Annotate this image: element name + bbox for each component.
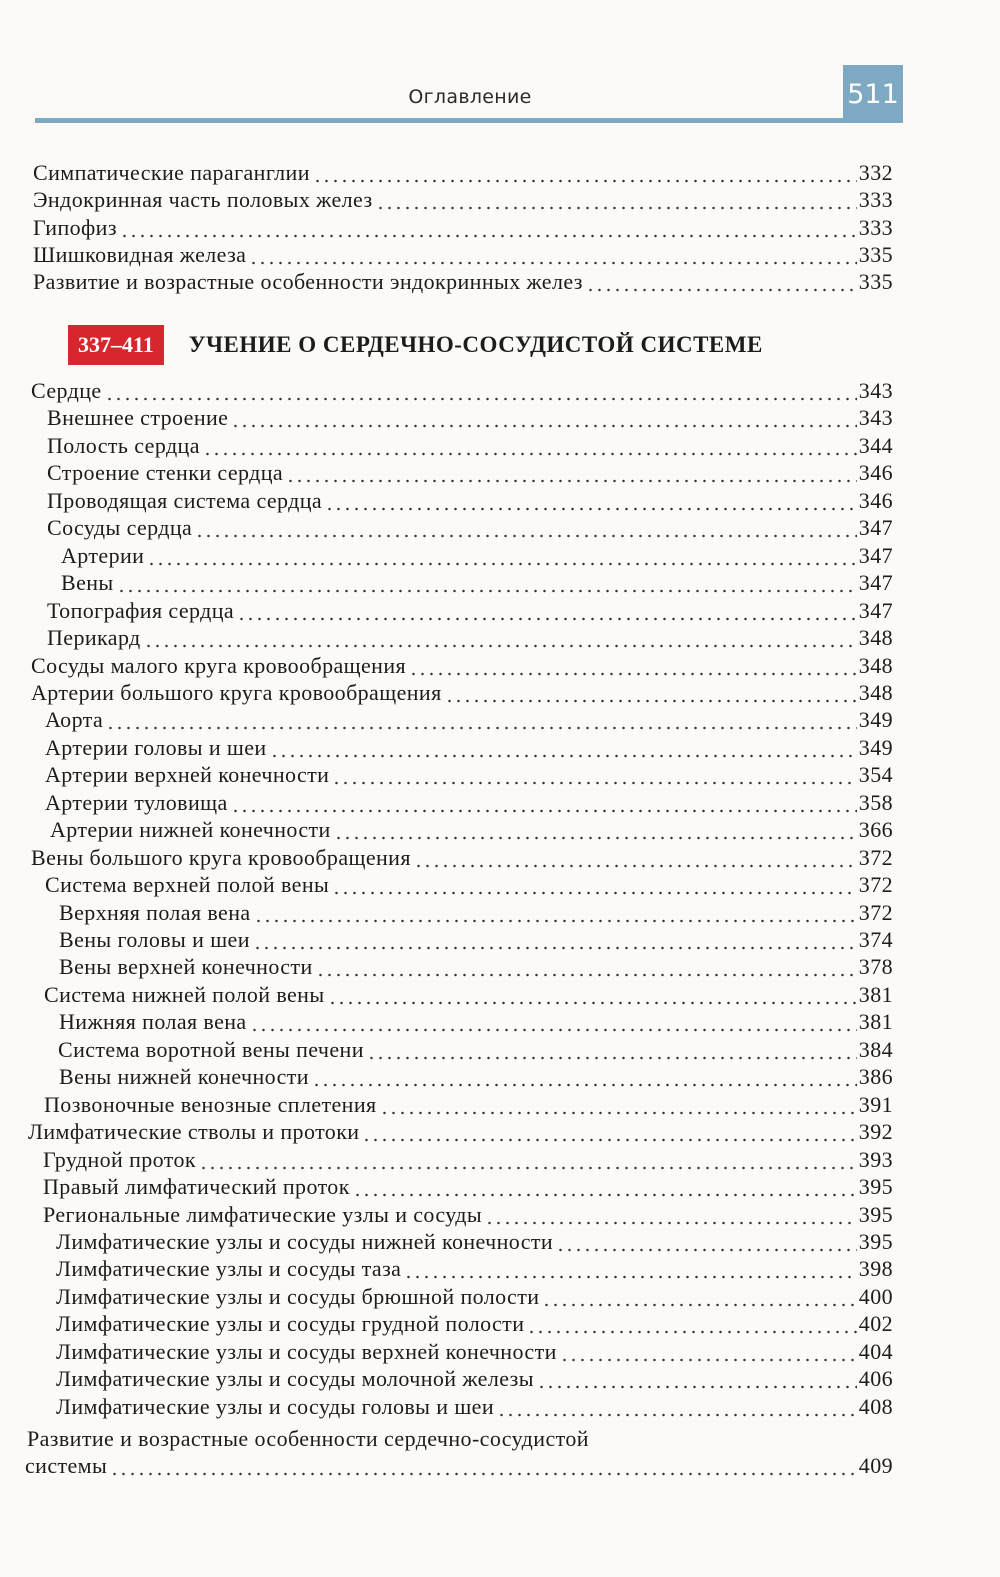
toc-entry-title: Лимфатические стволы и протоки bbox=[28, 1119, 360, 1144]
toc-entry-page: 372 bbox=[858, 872, 893, 897]
toc-entry-page: 346 bbox=[858, 460, 893, 485]
dot-leader bbox=[147, 542, 856, 569]
toc-entry-title: Вены большого круга кровообращения bbox=[31, 845, 411, 870]
toc-entry-page: 335 bbox=[858, 242, 893, 267]
toc-entry[interactable] bbox=[59, 899, 893, 926]
toc-entry[interactable] bbox=[56, 1255, 893, 1282]
toc-entry[interactable] bbox=[61, 569, 893, 596]
toc-entry-title: Полость сердца bbox=[47, 433, 200, 458]
toc-entry-title: Артерии головы и шеи bbox=[45, 735, 267, 760]
toc-entry[interactable] bbox=[58, 1036, 893, 1063]
dot-leader bbox=[376, 186, 857, 213]
toc-entry-page: 398 bbox=[858, 1256, 893, 1281]
toc-entry-title: Лимфатические узлы и сосуды таза bbox=[56, 1256, 402, 1281]
dot-leader bbox=[380, 1091, 857, 1118]
dot-leader bbox=[445, 679, 857, 706]
toc-entry-page: 349 bbox=[858, 735, 893, 760]
toc-entry[interactable] bbox=[45, 871, 893, 898]
toc-entry-title: Артерии нижней конечности bbox=[50, 817, 331, 842]
toc-entry[interactable] bbox=[33, 241, 893, 268]
dot-leader bbox=[404, 1255, 856, 1282]
dot-leader bbox=[199, 1146, 857, 1173]
toc-entry[interactable] bbox=[44, 1091, 893, 1118]
toc-entry-title: Нижняя полая вена bbox=[59, 1009, 247, 1034]
toc-entry-page: 347 bbox=[858, 598, 893, 623]
dot-leader bbox=[250, 1008, 857, 1035]
dot-leader bbox=[325, 487, 857, 514]
dot-leader bbox=[203, 432, 857, 459]
toc-entry-title: Вены нижней конечности bbox=[59, 1064, 309, 1089]
toc-entry-page: 348 bbox=[858, 680, 893, 705]
toc-entry-page: 384 bbox=[858, 1037, 893, 1062]
toc-entry-title: Система воротной вены печени bbox=[58, 1037, 364, 1062]
toc-entry[interactable] bbox=[59, 1008, 893, 1035]
toc-entry-title: Развитие и возрастные особенности эндокринных желез bbox=[33, 269, 583, 294]
toc-entry[interactable] bbox=[45, 761, 893, 788]
toc-entry[interactable] bbox=[59, 926, 893, 953]
toc-entry[interactable] bbox=[56, 1338, 893, 1365]
toc-entry-title: Лимфатические узлы и сосуды брюшной полости bbox=[56, 1284, 540, 1309]
toc-entry[interactable] bbox=[33, 186, 893, 213]
dot-leader bbox=[231, 789, 857, 816]
running-header-title: Оглавление bbox=[408, 86, 532, 108]
toc-entry[interactable] bbox=[33, 268, 893, 295]
dot-leader bbox=[409, 652, 857, 679]
toc-entry-title: Строение стенки сердца bbox=[47, 460, 284, 485]
toc-entry-page: 386 bbox=[858, 1064, 893, 1089]
toc-entry[interactable] bbox=[61, 542, 893, 569]
dot-leader bbox=[586, 268, 857, 295]
toc-entry-page: 343 bbox=[858, 405, 893, 430]
toc-entry[interactable] bbox=[31, 652, 893, 679]
dot-leader bbox=[313, 159, 857, 186]
toc-entry[interactable] bbox=[31, 377, 893, 404]
toc-entry-multiline-first: Развитие и возрастные особенности сердечно-сосудистой bbox=[27, 1426, 589, 1451]
dot-leader bbox=[353, 1173, 857, 1200]
dot-leader bbox=[249, 241, 856, 268]
toc-entry-page: 347 bbox=[858, 570, 893, 595]
toc-entry-title: Сердце bbox=[31, 378, 102, 403]
section-page-range-badge: 337–411 bbox=[68, 325, 164, 365]
toc-entry-title: Перикард bbox=[47, 625, 141, 650]
dot-leader bbox=[286, 459, 857, 486]
toc-entry[interactable] bbox=[31, 844, 893, 871]
dot-leader bbox=[332, 761, 856, 788]
dot-leader bbox=[542, 1283, 856, 1310]
dot-leader bbox=[195, 514, 857, 541]
toc-entry[interactable] bbox=[50, 816, 893, 843]
toc-entry-page: 408 bbox=[858, 1394, 893, 1419]
toc-entry-title: Вены головы и шеи bbox=[59, 927, 250, 952]
toc-entry-title: Региональные лимфатические узлы и сосуды bbox=[43, 1202, 483, 1227]
toc-entry-page: 402 bbox=[858, 1311, 893, 1336]
header-rule bbox=[35, 118, 903, 123]
toc-entry[interactable] bbox=[44, 981, 893, 1008]
toc-entry-page: 393 bbox=[858, 1147, 893, 1172]
toc-entry[interactable] bbox=[45, 706, 893, 733]
toc-entry-title: Эндокринная часть половых желез bbox=[33, 187, 373, 212]
toc-entry-title: Сосуды малого круга кровообращения bbox=[31, 653, 407, 678]
toc-entry[interactable] bbox=[43, 1201, 893, 1228]
dot-leader bbox=[485, 1201, 857, 1228]
toc-entry-page: 395 bbox=[858, 1229, 893, 1254]
toc-entry-title: Топография сердца bbox=[47, 598, 235, 623]
dot-leader bbox=[117, 569, 857, 596]
toc-entry-title: Грудной проток bbox=[43, 1147, 196, 1172]
toc-entry-title: Система верхней полой вены bbox=[45, 872, 330, 897]
toc-entry-page: 372 bbox=[858, 900, 893, 925]
toc-entry[interactable] bbox=[33, 159, 893, 186]
dot-leader bbox=[316, 953, 857, 980]
toc-entry-title: Вены верхней конечности bbox=[59, 954, 313, 979]
toc-entry-title: Лимфатические узлы и сосуды грудной полости bbox=[56, 1311, 525, 1336]
toc-entry-page: 406 bbox=[858, 1366, 893, 1391]
dot-leader bbox=[120, 214, 857, 241]
toc-entry-title: Проводящая система сердца bbox=[47, 488, 323, 513]
dot-leader bbox=[334, 816, 857, 843]
toc-entry-page: 344 bbox=[858, 433, 893, 458]
toc-entry-title: Внешнее строение bbox=[47, 405, 229, 430]
dot-leader bbox=[414, 844, 857, 871]
dot-leader bbox=[237, 597, 857, 624]
toc-entry[interactable] bbox=[47, 624, 893, 651]
toc-entry-title: Сосуды сердца bbox=[47, 515, 193, 540]
toc-entry[interactable] bbox=[59, 1063, 893, 1090]
dot-leader bbox=[110, 1452, 857, 1479]
dot-leader bbox=[231, 404, 856, 431]
dot-leader bbox=[328, 981, 857, 1008]
toc-entry-page: 348 bbox=[858, 653, 893, 678]
dot-leader bbox=[527, 1310, 856, 1337]
toc-entry-title: Шишковидная железа bbox=[33, 242, 247, 267]
dot-leader bbox=[362, 1118, 856, 1145]
toc-entry[interactable] bbox=[47, 404, 893, 431]
toc-entry[interactable] bbox=[47, 597, 893, 624]
toc-entry-title: Лимфатические узлы и сосуды верхней конечности bbox=[56, 1339, 557, 1364]
toc-entry-page: 409 bbox=[858, 1453, 893, 1478]
toc-entry-page: 358 bbox=[858, 790, 893, 815]
toc-entry-page: 374 bbox=[858, 927, 893, 952]
toc-entry[interactable] bbox=[45, 734, 893, 761]
toc-entry-title: Гипофиз bbox=[33, 215, 117, 240]
toc-entry-title: Правый лимфатический проток bbox=[43, 1174, 350, 1199]
toc-entry-title: Артерии большого круга кровообращения bbox=[31, 680, 442, 705]
toc-entry-page: 332 bbox=[858, 160, 893, 185]
toc-entry-title: Система нижней полой вены bbox=[44, 982, 325, 1007]
toc-entry[interactable] bbox=[56, 1393, 893, 1420]
toc-entry[interactable] bbox=[28, 1118, 893, 1145]
toc-entry-page: 347 bbox=[858, 515, 893, 540]
toc-entry[interactable] bbox=[43, 1146, 893, 1173]
toc-entry-page: 378 bbox=[858, 954, 893, 979]
toc-entry-page: 395 bbox=[858, 1174, 893, 1199]
toc-entry-page: 366 bbox=[858, 817, 893, 842]
toc-entry-title: Артерии туловища bbox=[45, 790, 228, 815]
toc-entry[interactable] bbox=[47, 432, 893, 459]
dot-leader bbox=[105, 377, 857, 404]
dot-leader bbox=[560, 1338, 857, 1365]
dot-leader bbox=[312, 1063, 857, 1090]
toc-entry-title: Симпатические параганглии bbox=[33, 160, 310, 185]
toc-entry-page: 381 bbox=[858, 982, 893, 1007]
toc-entry-page: 349 bbox=[858, 707, 893, 732]
toc-entry-page: 381 bbox=[858, 1009, 893, 1034]
dot-leader bbox=[537, 1365, 857, 1392]
toc-entry-page: 333 bbox=[858, 215, 893, 240]
toc-entry[interactable] bbox=[33, 214, 893, 241]
toc-entry-title: Верхняя полая вена bbox=[59, 900, 251, 925]
toc-entry[interactable] bbox=[47, 487, 893, 514]
toc-entry-page: 354 bbox=[858, 762, 893, 787]
toc-entry-page: 335 bbox=[858, 269, 893, 294]
toc-entry-page: 392 bbox=[858, 1119, 893, 1144]
section-title: УЧЕНИЕ О СЕРДЕЧНО-СОСУДИСТОЙ СИСТЕМЕ bbox=[188, 332, 763, 357]
toc-entry[interactable] bbox=[56, 1365, 893, 1392]
toc-entry-page: 343 bbox=[858, 378, 893, 403]
toc-entry[interactable] bbox=[56, 1228, 893, 1255]
toc-entry[interactable] bbox=[56, 1310, 893, 1337]
dot-leader bbox=[367, 1036, 857, 1063]
toc-entry-title: Позвоночные венозные сплетения bbox=[44, 1092, 377, 1117]
toc-entry-page: 348 bbox=[858, 625, 893, 650]
dot-leader bbox=[497, 1393, 857, 1420]
toc-entry-page: 395 bbox=[858, 1202, 893, 1227]
toc-entry-page: 372 bbox=[858, 845, 893, 870]
dot-leader bbox=[332, 871, 857, 898]
section-heading bbox=[68, 325, 763, 365]
dot-leader bbox=[253, 926, 857, 953]
toc-entry-page: 333 bbox=[858, 187, 893, 212]
toc-entry-page: 404 bbox=[858, 1339, 893, 1364]
toc-entry-title: Вены bbox=[61, 570, 114, 595]
toc-entry-title: Лимфатические узлы и сосуды нижней конечности bbox=[56, 1229, 554, 1254]
toc-entry-page: 391 bbox=[858, 1092, 893, 1117]
dot-leader bbox=[254, 899, 857, 926]
dot-leader bbox=[144, 624, 857, 651]
toc-entry[interactable] bbox=[47, 514, 893, 541]
toc-entry-title: Лимфатические узлы и сосуды головы и шеи bbox=[56, 1394, 495, 1419]
toc-entry-title: системы bbox=[25, 1453, 108, 1478]
toc-entry-title: Лимфатические узлы и сосуды молочной железы bbox=[56, 1366, 534, 1391]
toc-entry-title: Артерии верхней конечности bbox=[45, 762, 330, 787]
dot-leader bbox=[556, 1228, 857, 1255]
toc-entry[interactable] bbox=[43, 1173, 893, 1200]
toc-entry-page: 347 bbox=[858, 543, 893, 568]
dot-leader bbox=[270, 734, 857, 761]
toc-entry-title: Артерии bbox=[61, 543, 145, 568]
page-number-badge: 511 bbox=[843, 65, 903, 123]
dot-leader bbox=[106, 706, 857, 733]
toc-entry[interactable] bbox=[47, 459, 893, 486]
toc-entry[interactable] bbox=[59, 953, 893, 980]
toc-entry[interactable] bbox=[31, 679, 893, 706]
toc-entry[interactable] bbox=[45, 789, 893, 816]
toc-entry[interactable] bbox=[56, 1283, 893, 1310]
toc-entry-page: 400 bbox=[858, 1284, 893, 1309]
toc-entry-multiline-last[interactable] bbox=[25, 1452, 893, 1479]
toc-entry-page: 346 bbox=[858, 488, 893, 513]
toc-entry-title: Аорта bbox=[45, 707, 104, 732]
